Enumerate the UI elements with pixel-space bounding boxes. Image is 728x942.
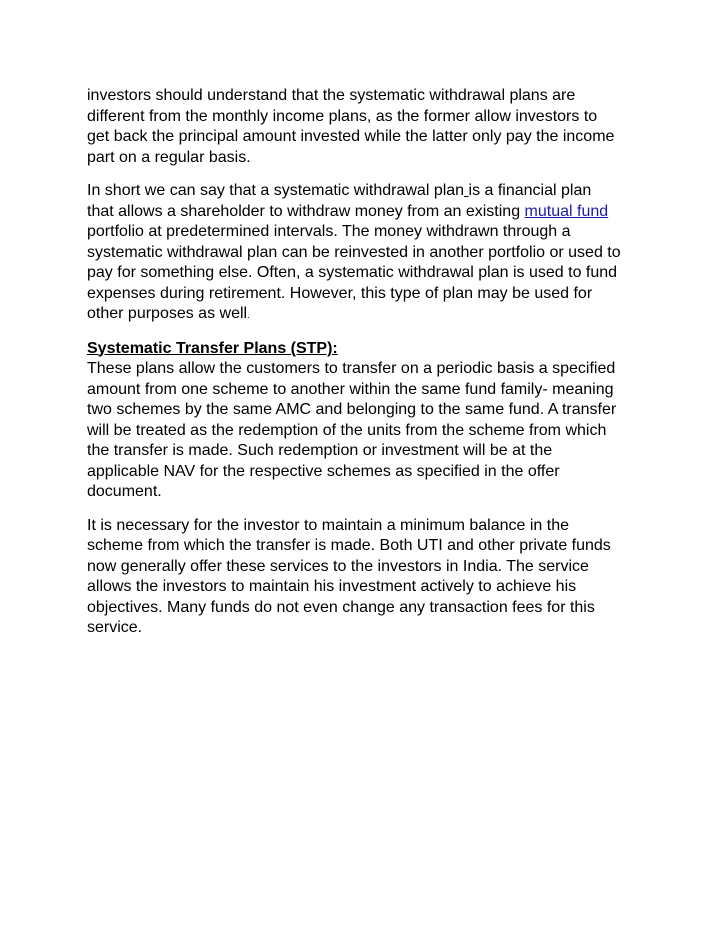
paragraph-text: portfolio at predetermined intervals. The money withdrawn through a systematic withdrawal plan can be reinvested in another portfolio or used to pay for something else. Often, a systematic withdrawal plan is used to fund expenses during retirement. However, this type of plan may be used for other purposes as well — [87, 223, 621, 322]
paragraph-stp-description: These plans allow the customers to transfer on a periodic basis a specified amount from one scheme to another within the same fund family- meaning two schemes by the same AMC and belonging to the same fund. A transfer will be treated as the redemption of the units from the scheme from which the transfer is made. Such redemption or investment will be at the applicable NAV for the respective schemes as specified in the offer document. — [87, 360, 617, 500]
paragraph-swp-definition — [87, 181, 647, 326]
stp-section — [87, 339, 647, 503]
paragraph-text: In short we can say that a systematic withdrawal plan — [87, 182, 465, 199]
section-heading-stp: Systematic Transfer Plans (STP): — [87, 339, 338, 357]
paragraph-swp-vs-mip: investors should understand that the systematic withdrawal plans are different from the monthly income plans, as the former allow investors to get back the principal amount invested while the latter only pay the income part on a regular basis. — [87, 87, 615, 166]
document-page — [87, 86, 647, 652]
paragraph-minimum-balance: It is necessary for the investor to maintain a minimum balance in the scheme from which the transfer is made. Both UTI and other private funds now generally offer these services to the investors in India. The service allows the investors to maintain his investment actively to achieve his objectives. Many funds do not even change any transaction fees for this service. — [87, 516, 611, 636]
mutual-fund-link[interactable]: mutual fund — [524, 202, 609, 220]
paragraph-text: is a financial plan that allows a shareholder to withdraw money from an existing — [87, 182, 592, 220]
small-period: . — [247, 310, 250, 320]
